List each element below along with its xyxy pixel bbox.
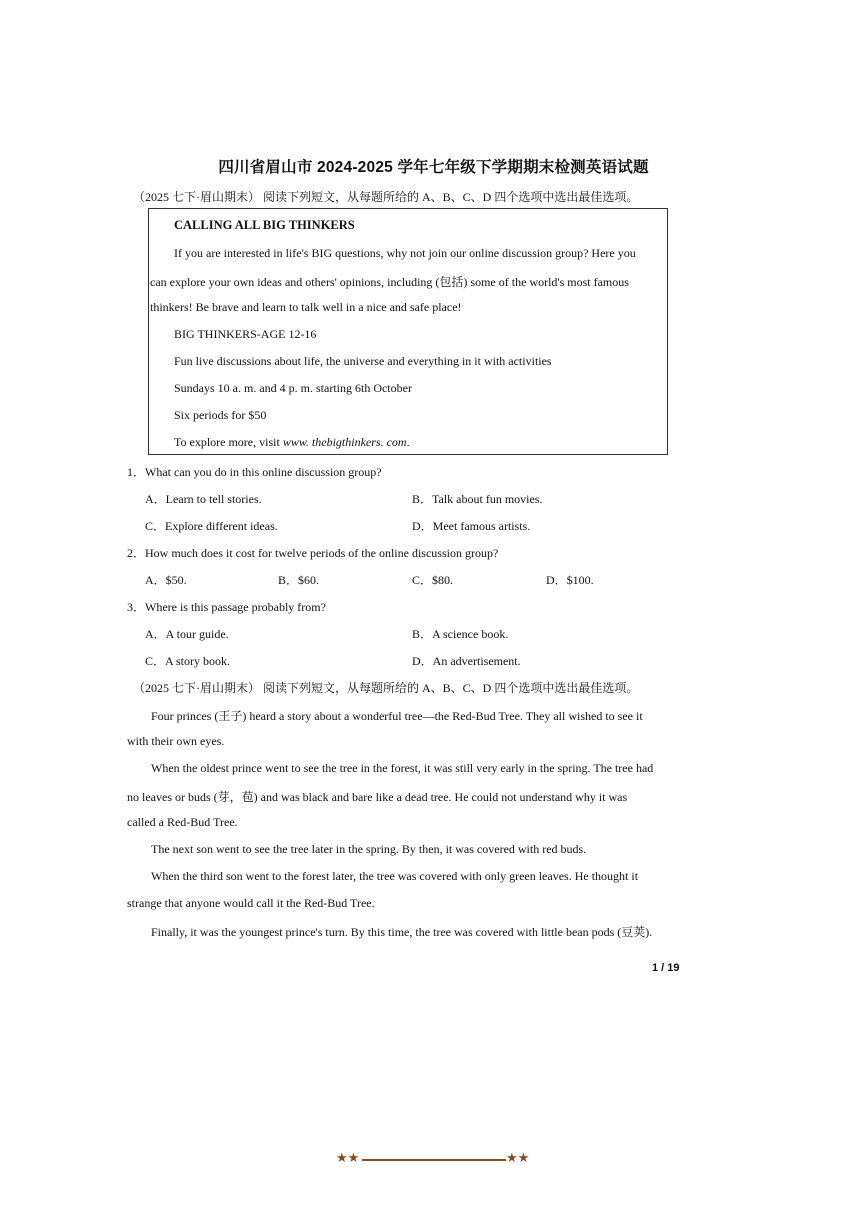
ad-visit-suffix: .: [406, 435, 410, 449]
ad-age-line: BIG THINKERS-AGE 12-16: [174, 327, 317, 341]
question-2-option-d: D．$100.: [546, 573, 594, 587]
question-2: 2．How much does it cost for twelve periods of the online discussion group?: [127, 546, 499, 560]
section2-intro: （2025 七下·眉山期末） 阅读下列短文，从每题所给的 A、B、C、D 四个选项中选出最佳选项。: [133, 681, 639, 695]
question-3-option-b: B．A science book.: [412, 627, 509, 641]
ad-paragraph-line: If you are interested in life's BIG questions, why not join our online discussion group? Here you: [174, 246, 636, 260]
footer-star-icon-right: ★★: [506, 1150, 530, 1165]
question-3-option-d: D．An advertisement.: [412, 654, 521, 668]
ad-paragraph-line: can explore your own ideas and others' opinions, including (包括) some of the world's most famous: [150, 275, 629, 289]
footer-ornament: [336, 1152, 532, 1168]
ad-price-line: Six periods for $50: [174, 408, 267, 422]
passage-line: with their own eyes.: [127, 734, 225, 748]
page-title: 四川省眉山市 2024-2025 学年七年级下学期期末检测英语试题: [218, 159, 649, 176]
question-1-option-d: D．Meet famous artists.: [412, 519, 531, 533]
ad-paragraph-line: thinkers! Be brave and learn to talk well in a nice and safe place!: [150, 300, 462, 314]
passage-line: The next son went to see the tree later in the spring. By then, it was covered with red buds.: [151, 842, 587, 856]
footer-rule: [362, 1159, 506, 1161]
passage-line: strange that anyone would call it the Red-Bud Tree.: [127, 896, 375, 910]
passage-line: called a Red-Bud Tree.: [127, 815, 238, 829]
question-2-option-a: A．$50.: [145, 573, 187, 587]
passage-line: When the third son went to the forest later, the tree was covered with only green leaves. He thought it: [151, 869, 639, 883]
question-2-option-b: B．$60.: [278, 573, 320, 587]
question-1: 1．What can you do in this online discussion group?: [127, 465, 382, 479]
passage-line: Finally, it was the youngest prince's turn. By this time, the tree was covered with little bean pods (豆荚).: [151, 925, 653, 939]
passage-line: When the oldest prince went to see the tree in the forest, it was still very early in the spring. The tree had: [151, 761, 654, 775]
ad-heading: CALLING ALL BIG THINKERS: [174, 218, 355, 232]
footer-star-icon-left: ★★: [336, 1150, 360, 1165]
question-3-option-c: C．A story book.: [145, 654, 231, 668]
question-2-option-c: C．$80.: [412, 573, 454, 587]
ad-visit-url: www. thebigthinkers. com: [282, 435, 407, 449]
question-1-option-a: A．Learn to tell stories.: [145, 492, 262, 506]
page-number: 1 / 19: [652, 962, 680, 974]
question-3-option-a: A．A tour guide.: [145, 627, 229, 641]
section1-intro: （2025 七下·眉山期末） 阅读下列短文，从每题所给的 A、B、C、D 四个选项中选出最佳选项。: [133, 190, 639, 204]
question-1-option-c: C．Explore different ideas.: [145, 519, 278, 533]
advertisement-box: [148, 208, 668, 455]
question-1-option-b: B．Talk about fun movies.: [412, 492, 543, 506]
passage-line: Four princes (王子) heard a story about a wonderful tree—the Red-Bud Tree. They all wished to see it: [151, 709, 643, 723]
question-3: 3．Where is this passage probably from?: [127, 600, 326, 614]
ad-time-line: Sundays 10 a. m. and 4 p. m. starting 6th October: [174, 381, 412, 395]
ad-fun-line: Fun live discussions about life, the universe and everything in it with activities: [174, 354, 552, 368]
ad-visit-line: [174, 435, 410, 450]
ad-visit-prefix: To explore more, visit: [174, 435, 283, 449]
passage-line: no leaves or buds (芽，苞) and was black and bare like a dead tree. He could not understand why it was: [127, 790, 628, 804]
